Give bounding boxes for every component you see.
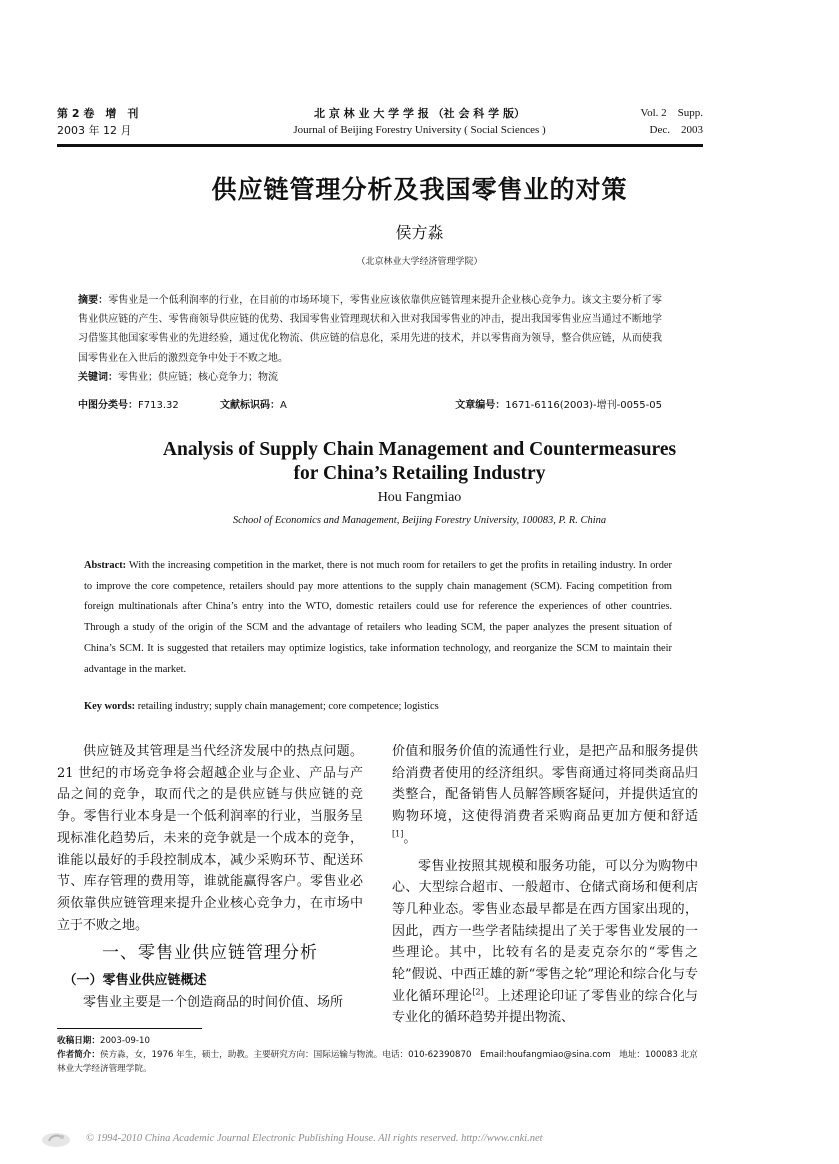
reference-marker[interactable]: [1] [392,829,404,839]
article-value: 1671-6116(2003)-增刊-0055-05 [505,400,662,411]
body-text: 。 [403,830,417,846]
clc-label: 中图分类号： [78,400,138,411]
author-bio-text: 侯方淼，女，1976 年生，硕士，助教。主要研究方向：国际运输与物流。电话：010-62390870 Email:houfangmiao@sina.com 地址：100083 北京林业大学经济管理学院。 [57,1050,698,1074]
doc-code [220,396,287,411]
publication-date: 2003 年 12 月 [57,124,132,137]
author-bio-label: 作者简介： [57,1050,100,1060]
keywords-label-cn: 关键词： [78,371,118,383]
header-center [180,105,659,139]
body-text: 零售业按照其规模和服务功能，可以分为购物中心、大型综合超市、一般超市、仓储式商场和便利店等几种业态。零售业态最早都是在西方国家出现的，因此，西方一些学者陆续提出了关于零售业发展的一些理论。其中，比较有名的是麦克奈尔的“零售之轮”假说、中西正雄的新“零售之轮”理论和综合化与专业化循环理论 [392,858,698,1004]
body-column-left [57,741,363,1014]
title-en-line1: Analysis of Supply Chain Management and Countermeasures [162,439,677,460]
header-left [57,105,138,139]
reference-marker[interactable]: [2] [472,987,484,997]
body-column-right [392,741,698,1029]
abstract-text-en: With the increasing competition in the market, there is not much room for retailers to get the profits in retailing industry. In order to improve the core competence, retailers should pay more attentions to the supply chain management (SCM). Facing competition from foreign multinationals after China’s entry into the WTO, domestic retailers could use for reference the experiences of other countries. Through a study of the origin of the SCM and the advantage of retailers who leading SCM, the paper analyzes the present situation of China’s SCM. It is suggested that retailers may optimize logistics, take information technology, and reorganize the SCM to maintain their advantage in the market. [84,560,672,675]
keywords-cn: 零售业；供应链；核心竞争力；物流 [118,371,278,383]
author-name-cn: 侯方淼 [395,223,444,242]
abstract-label-en: Abstract: [84,560,127,571]
body-paragraph: 供应链及其管理是当代经济发展中的热点问题。21 世纪的市场竞争将会超越企业与企业、产品与产品之间的竞争，取而代之的是供应链与供应链的竞争。零售行业本身是一个低利润率的行业，当服务呈现标准化趋势后，未来的竞争就是一个成本的竞争，谁能以最好的手段控制成本，减少采购环节、配送环节、库存管理的费用等，谁就能赢得客户。零售业必须依靠供应链管理来提升企业核心竞争力，在市场中立于不败之地。 [57,744,363,933]
received-value: 2003-09-10 [99,1036,150,1046]
article-title-en [0,438,839,486]
copyright-notice: © 1994-2010 China Academic Journal Electronic Publishing House. All rights reserved. http://www.cnki.net [86,1133,543,1144]
title-en-line2: for China’s Retailing Industry [293,463,546,484]
cnki-logo-icon [40,1127,72,1149]
clc-value: F713.32 [138,400,179,411]
body-paragraph [392,741,698,850]
body-paragraph: 零售业主要是一个创造商品的时间价值、场所 [83,995,344,1011]
received-date [57,1034,703,1048]
section-heading: 一、零售业供应链管理分析 [102,943,318,964]
affiliation-en: School of Economics and Management, Beijing Forestry University, 100083, P. R. China [232,515,607,526]
date-en: Dec. 2003 [649,124,703,136]
keywords-en-line [84,701,672,712]
subsection-heading: （一）零售业供应链概述 [63,973,207,989]
body-text: 价值和服务价值的流通性行业，是把产品和服务提供给消费者使用的经济组织。零售商通过将同类商品归类整合，配备销售人员解答顾客疑问，并提供适宜的购物环境，这使得消费者采购商品更加方便和舒适 [392,744,698,825]
footnote [57,1034,703,1076]
clc-code [78,396,179,411]
article-number [455,396,662,411]
doc-label: 文献标识码： [220,400,280,411]
footnote-rule [57,1028,202,1029]
journal-title-en: Journal of Beijing Forestry University ( Social Sciences ) [293,124,546,136]
doc-value: A [280,400,287,411]
author-bio [57,1048,703,1076]
volume-issue: 第 2 卷 增 刊 [57,107,139,120]
keywords-en: retailing industry; supply chain management; core competence; logistics [135,701,439,712]
volume-supp-en: Vol. 2 Supp. [640,107,703,119]
keywords-label-en: Key words: [84,701,136,712]
journal-title-cn: 北 京 林 业 大 学 学 报 （社 会 科 学 版） [314,107,525,120]
abstract-en [84,556,672,680]
body-paragraph [392,856,698,1030]
abstract-cn [78,291,662,387]
header-right [600,105,703,139]
header-rule [57,144,703,147]
abstract-text-cn: 零售业是一个低利润率的行业，在目前的市场环境下，零售业应该依靠供应链管理来提升企业核心竞争力。该文主要分析了零售业供应链的产生、零售商领导供应链的优势、我国零售业管理现状和入世对我国零售业的冲击，提出我国零售业应当通过不断地学习借鉴其他国家零售业的先进经验，通过优化物流、供应链的信息化，采用先进的技术，并以零售商为领导，整合供应链，从而使我国零售业在入世后的激烈竞争中处于不败之地。 [78,295,663,364]
abstract-label-cn: 摘要： [78,295,109,306]
author-name-en: Hou Fangmiao [377,490,462,505]
received-label: 收稿日期： [57,1036,100,1046]
article-title-cn: 供应链管理分析及我国零售业的对策 [211,175,628,204]
classification-row [78,396,662,416]
affiliation-cn: （北京林业大学经济管理学院） [356,257,483,267]
body-text: 。上述理论印证了零售业的综合化与专业化的循环趋势并提出物流、 [392,988,698,1026]
article-label: 文章编号： [455,400,506,411]
